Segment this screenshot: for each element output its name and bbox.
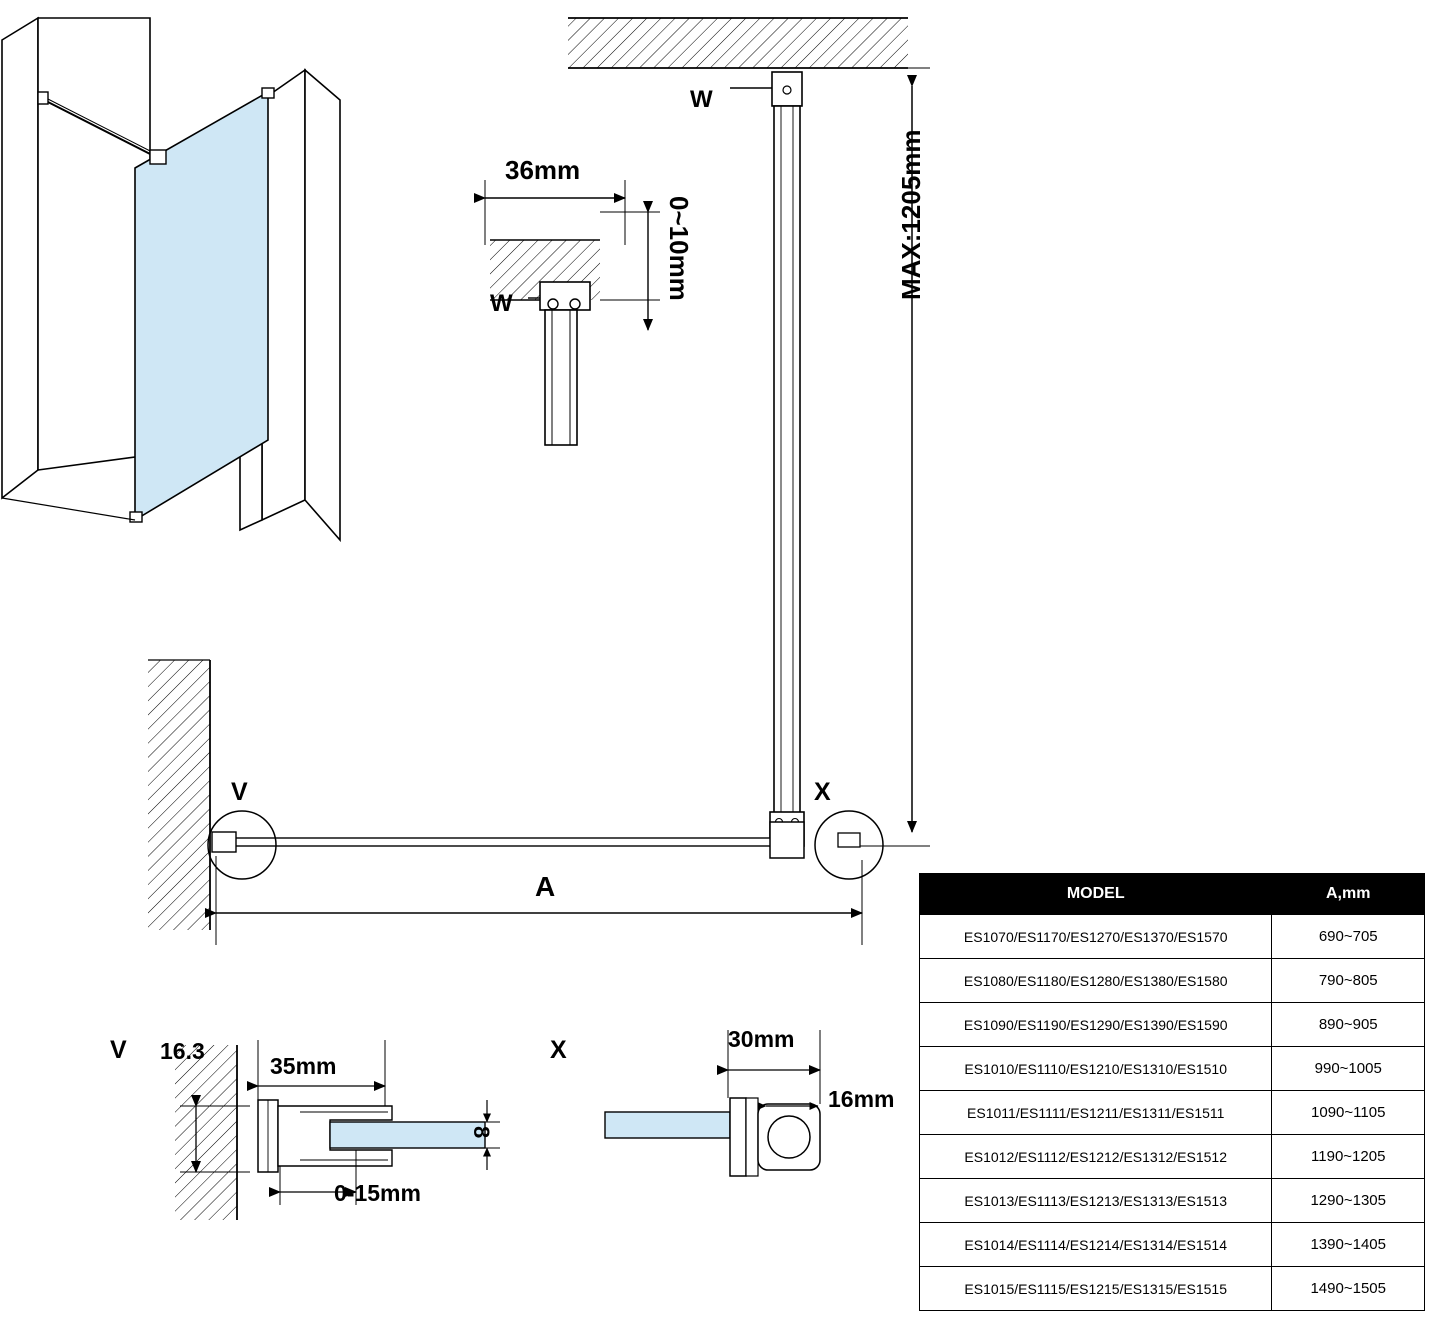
table-header-row [920,874,1425,915]
table-row [920,959,1425,1003]
table-row [920,1047,1425,1091]
cell-a: 1390~1405 [1272,1223,1425,1267]
cell-model: ES1010/ES1110/ES1210/ES1310/ES1510 [920,1047,1272,1091]
dimension-v-adjust: 0-15mm [334,1180,421,1206]
table-row [920,1223,1425,1267]
cell-model: ES1080/ES1180/ES1280/ES1380/ES1580 [920,959,1272,1003]
dimension-x-inner: 16mm [828,1086,895,1112]
table-row [920,1135,1425,1179]
cell-a: 890~905 [1272,1003,1425,1047]
dimension-wall-gap: 0~10mm [664,196,694,301]
cell-a: 1290~1305 [1272,1179,1425,1223]
dimension-profile-width: 36mm [505,155,581,185]
cell-a: 790~805 [1272,959,1425,1003]
callout-w-detail: W [490,290,513,317]
callout-w-top: W [690,86,713,113]
callout-x-detail: X [550,1036,567,1064]
table-row [920,1091,1425,1135]
isometric-view [2,18,340,540]
table-header-model: MODEL [920,874,1272,915]
cell-model: ES1090/ES1190/ES1290/ES1390/ES1590 [920,1003,1272,1047]
cell-model: ES1011/ES1111/ES1211/ES1311/ES1511 [920,1091,1272,1135]
cell-a: 990~1005 [1272,1047,1425,1091]
cell-model: ES1070/ES1170/ES1270/ES1370/ES1570 [920,915,1272,959]
plan-view [148,660,883,945]
dimension-max-height: MAX:1205mm [896,129,926,300]
cell-a: 1490~1505 [1272,1267,1425,1311]
callout-v-plan: V [231,778,248,806]
dimension-x-profile: 30mm [728,1026,795,1052]
cell-a: 690~705 [1272,915,1425,959]
model-dimension-table [919,873,1425,1311]
cell-model: ES1015/ES1115/ES1215/ES1315/ES1515 [920,1267,1272,1311]
dimension-span-a: A [535,871,556,902]
table-row [920,915,1425,959]
table-row [920,1003,1425,1047]
cell-a: 1190~1205 [1272,1135,1425,1179]
cell-model: ES1013/ES1113/ES1213/ES1313/ES1513 [920,1179,1272,1223]
callout-v-detail: V [110,1036,127,1064]
cell-a: 1090~1105 [1272,1091,1425,1135]
dimension-glass-thickness: 8 [469,1126,494,1139]
cell-model: ES1014/ES1114/ES1214/ES1314/ES1514 [920,1223,1272,1267]
table-row [920,1267,1425,1311]
dimension-v-profile: 35mm [270,1053,337,1079]
table-header-a: A,mm [1272,874,1425,915]
table-row [920,1179,1425,1223]
dimension-v-offset: 16.3 [160,1038,205,1064]
elevation-view [568,18,930,846]
cell-model: ES1012/ES1112/ES1212/ES1312/ES1512 [920,1135,1272,1179]
callout-x-plan: X [814,778,831,806]
